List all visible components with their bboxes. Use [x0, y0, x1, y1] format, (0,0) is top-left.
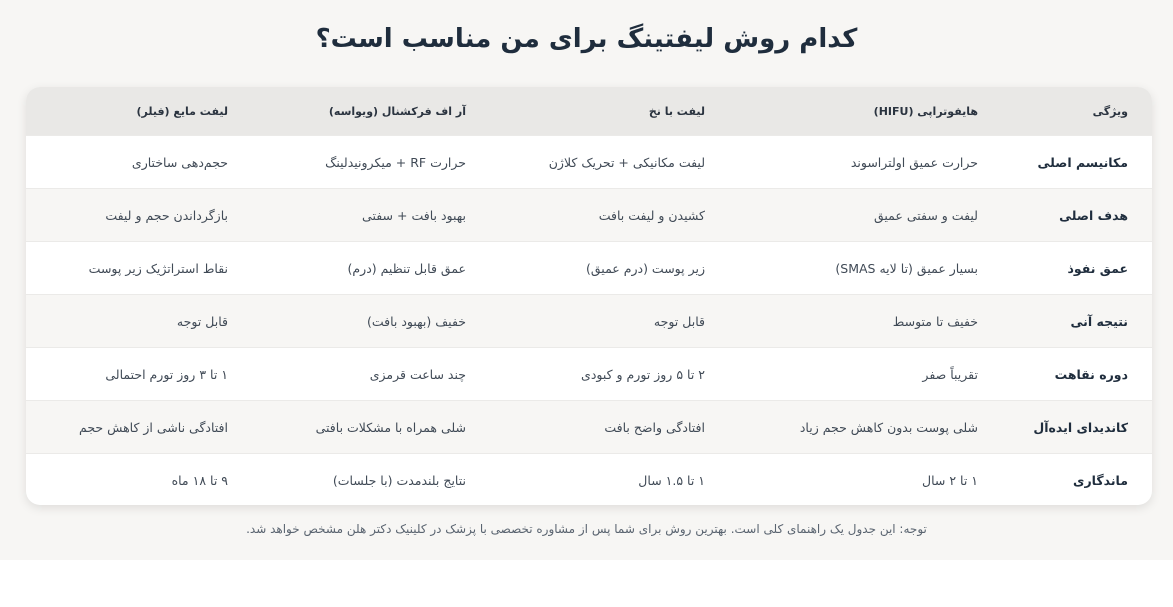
page-title: کدام روش لیفتینگ برای من مناسب است؟: [315, 24, 858, 54]
table-cell: حجم‌دهی ساختاری: [26, 136, 252, 189]
table-cell: خفیف (بهبود بافت): [252, 295, 490, 348]
table-row: [26, 348, 1152, 401]
header-feature: ویژگی: [1002, 87, 1152, 136]
table-cell: بازگرداندن حجم و لیفت: [26, 189, 252, 242]
header-hifu: هایفوتراپی (HIFU): [729, 87, 1002, 136]
table-cell: نقاط استراتژیک زیر پوست: [26, 242, 252, 295]
table-cell: نتایج بلندمدت (با جلسات): [252, 454, 490, 506]
table-row: [26, 295, 1152, 348]
table-cell: خفیف تا متوسط: [729, 295, 1002, 348]
table-cell: ۱ تا ۳ روز تورم احتمالی: [26, 348, 252, 401]
header-thread-lift: لیفت با نخ: [490, 87, 729, 136]
table-row: [26, 401, 1152, 454]
table-cell: لیفت مکانیکی + تحریک کلاژن: [490, 136, 729, 189]
table-cell: ۱ تا ۱.۵ سال: [490, 454, 729, 506]
header-liquid-lift: لیفت مایع (فیلر): [26, 87, 252, 136]
table-cell: کشیدن و لیفت بافت: [490, 189, 729, 242]
table-cell: ۹ تا ۱۸ ماه: [26, 454, 252, 506]
table-row: [26, 136, 1152, 189]
header-rf-fractional: آر اف فرکشنال (ویواسه): [252, 87, 490, 136]
table-cell: افتادگی ناشی از کاهش حجم: [26, 401, 252, 454]
table-cell: ۱ تا ۲ سال: [729, 454, 1002, 506]
table-cell: زیر پوست (درم عمیق): [490, 242, 729, 295]
table-row: [26, 454, 1152, 506]
footnote: توجه: این جدول یک راهنمای کلی است. بهترین روش برای شما پس از مشاوره تخصصی با پزشک در کلینیک دکتر هلن مشخص خواهد شد.: [246, 522, 927, 536]
table-cell: شلی پوست بدون کاهش حجم زیاد: [729, 401, 1002, 454]
table-row: [26, 242, 1152, 295]
table-cell: حرارت عمیق اولتراسوند: [729, 136, 1002, 189]
table-cell: قابل توجه: [26, 295, 252, 348]
table-cell: بسیار عمیق (تا لایه SMAS): [729, 242, 1002, 295]
row-label: عمق نفوذ: [1002, 242, 1152, 295]
table-cell: لیفت و سفتی عمیق: [729, 189, 1002, 242]
table-cell: حرارت RF + میکرونیدلینگ: [252, 136, 490, 189]
table-header-row: [26, 87, 1152, 136]
table-cell: قابل توجه: [490, 295, 729, 348]
row-label: مکانیسم اصلی: [1002, 136, 1152, 189]
table-cell: ۲ تا ۵ روز تورم و کبودی: [490, 348, 729, 401]
row-label: هدف اصلی: [1002, 189, 1152, 242]
row-label: کاندیدای ایده‌آل: [1002, 401, 1152, 454]
row-label: دوره نقاهت: [1002, 348, 1152, 401]
comparison-table-card: [26, 87, 1152, 505]
table-cell: تقریباً صفر: [729, 348, 1002, 401]
table-cell: بهبود بافت + سفتی: [252, 189, 490, 242]
table-cell: چند ساعت قرمزی: [252, 348, 490, 401]
comparison-table: [26, 87, 1152, 505]
table-cell: عمق قابل تنظیم (درم): [252, 242, 490, 295]
table-cell: افتادگی واضح بافت: [490, 401, 729, 454]
row-label: نتیجه آنی: [1002, 295, 1152, 348]
table-row: [26, 189, 1152, 242]
row-label: ماندگاری: [1002, 454, 1152, 506]
table-cell: شلی همراه با مشکلات بافتی: [252, 401, 490, 454]
